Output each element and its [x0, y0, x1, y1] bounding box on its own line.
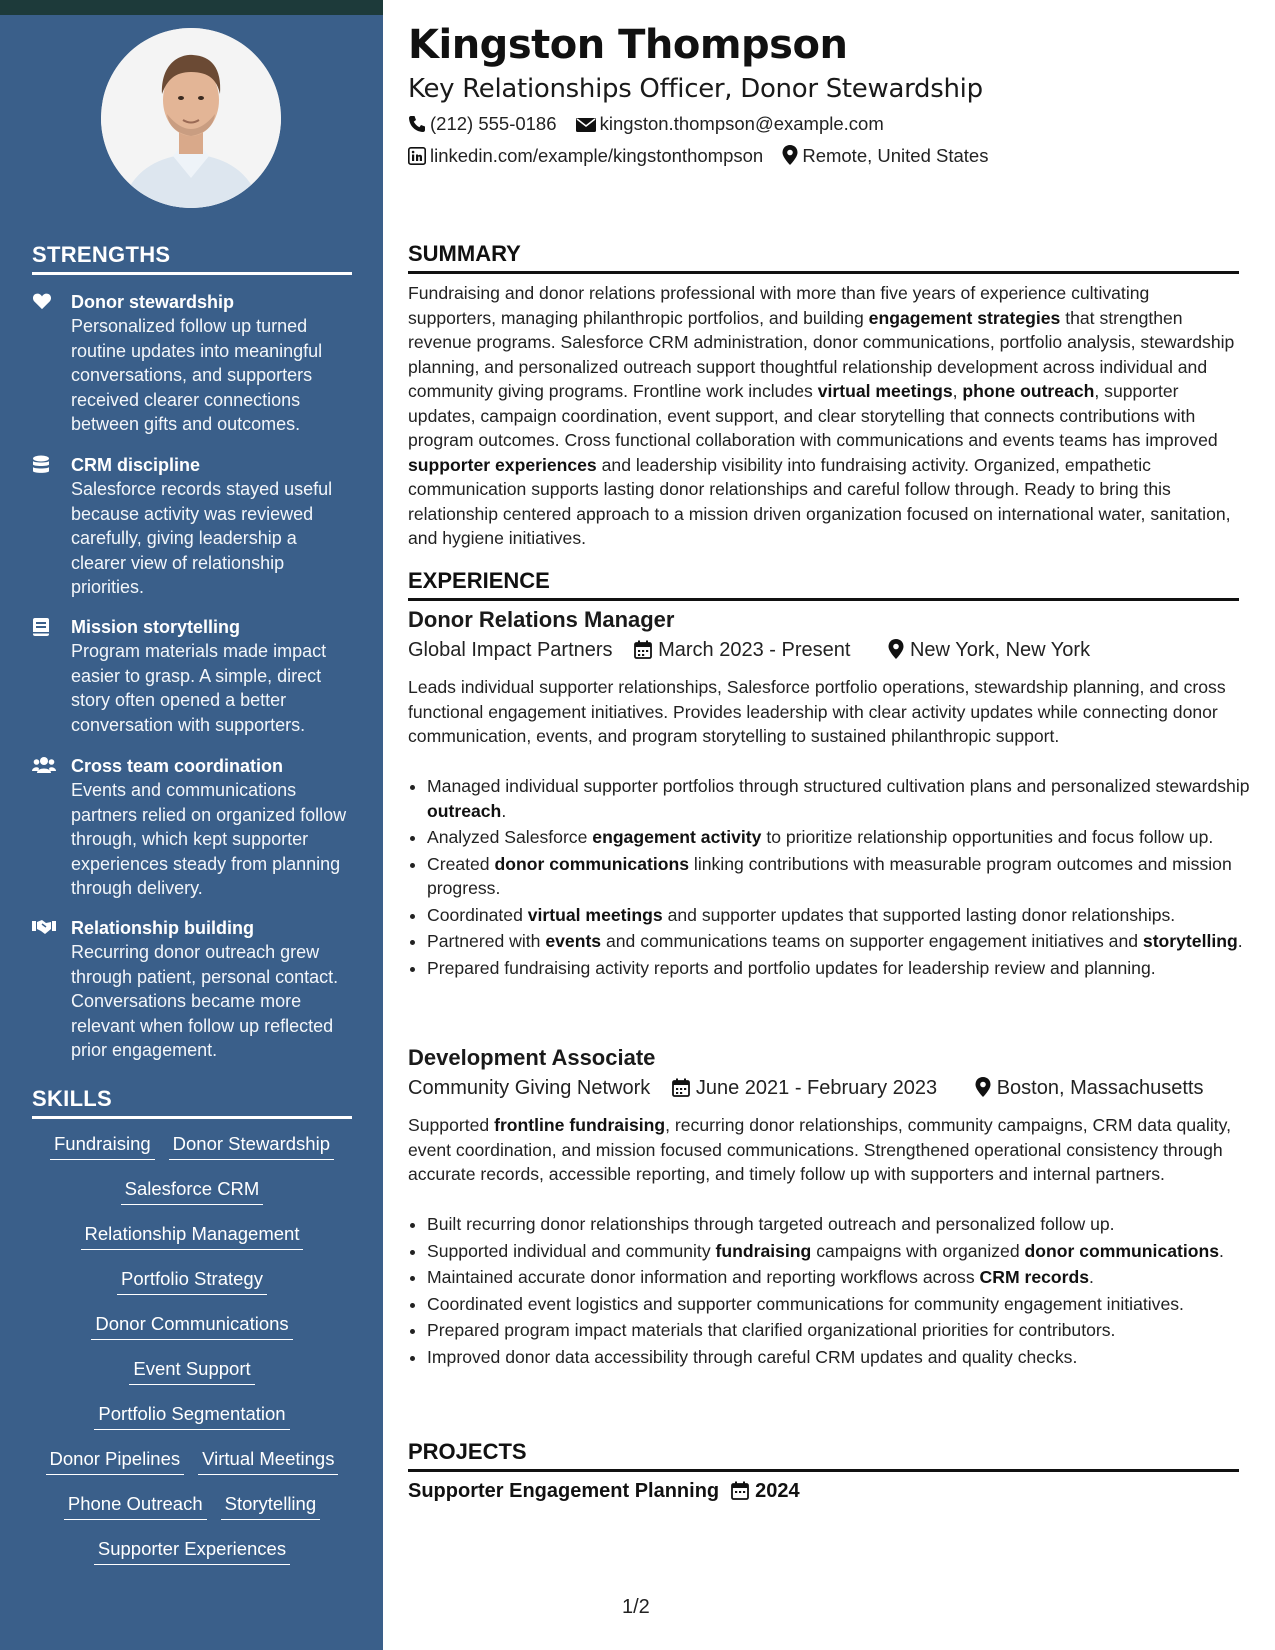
skill-tag: Phone Outreach [64, 1492, 207, 1520]
profile-photo [101, 28, 281, 208]
map-pin-icon [782, 145, 798, 165]
strength-item [32, 453, 352, 600]
top-accent-bar [0, 0, 383, 15]
bullet-item: • Analyzed Salesforce engagement activity to prioritize relationship opportunities and focus follow up. [427, 825, 1259, 850]
phone-text: (212) 555-0186 [430, 113, 557, 134]
strength-title: CRM discipline [71, 455, 201, 475]
skill-tag: Donor Stewardship [169, 1132, 334, 1160]
company-name: Global Impact Partners [408, 639, 613, 661]
bullet-item: • Improved donor data accessibility through careful CRM updates and quality checks. [427, 1345, 1259, 1370]
calendar-icon [672, 1078, 690, 1097]
phone-icon [408, 115, 426, 133]
experience-heading: EXPERIENCE [408, 568, 1239, 601]
job-description: Leads individual supporter relationships, Salesforce portfolio operations, stewardship planning, and cross functional engagement initiatives. Provides leadership with clear activity updates while connecting donor communication, events, and program storytelling to sustained philanthropic support. [408, 677, 1226, 746]
skill-tag: Donor Communications [91, 1312, 292, 1340]
map-pin-icon [888, 639, 904, 659]
skill-tag: Relationship Management [81, 1222, 304, 1250]
strength-desc: Personalized follow up turned routine updates into meaningful conversations, and supporters received clearer connections between gifts and outcomes. [71, 316, 323, 434]
email-text: kingston.thompson@example.com [599, 113, 884, 134]
skill-tag: Event Support [129, 1357, 254, 1385]
projects-heading: PROJECTS [408, 1439, 1239, 1472]
project-title: Supporter Engagement Planning [408, 1480, 720, 1502]
skill-tag: Virtual Meetings [198, 1447, 338, 1475]
linkedin-icon [408, 147, 426, 165]
strength-title: Cross team coordination [71, 756, 284, 776]
contact-row-2 [408, 145, 1002, 167]
job-dates: June 2021 - February 2023 [672, 1077, 953, 1100]
strength-item [32, 916, 352, 1063]
project-item [408, 1480, 800, 1503]
envelope-icon [576, 117, 596, 133]
job-title: Development Associate [408, 1045, 656, 1070]
skills-heading: SKILLS [32, 1086, 352, 1119]
calendar-icon [731, 1481, 749, 1500]
bullet-item: • Created donor communications linking contributions with measurable program outcomes and mission progress. [427, 852, 1259, 901]
bullet-item: • Prepared program impact materials that clarified organizational priorities for contributors. [427, 1318, 1259, 1343]
bullet-item: • Managed individual supporter portfolios through structured cultivation plans and personalized stewardship outreach. [427, 774, 1259, 823]
bullet-item: • Coordinated event logistics and supporter communications for community engagement initiatives. [427, 1292, 1259, 1317]
company-name: Community Giving Network [408, 1077, 651, 1099]
heart-icon [32, 292, 54, 312]
strength-title: Donor stewardship [71, 292, 235, 312]
calendar-icon [634, 640, 652, 659]
database-icon [32, 455, 54, 475]
linkedin-item [408, 145, 763, 167]
location-item [782, 145, 988, 167]
bullet-item: • Partnered with events and communications teams on supporter engagement initiatives and storytelling. [427, 929, 1259, 954]
skill-tag: Portfolio Segmentation [94, 1402, 289, 1430]
job-location: Boston, Massachusetts [975, 1077, 1220, 1100]
strength-item [32, 615, 352, 737]
location-text: Remote, United States [802, 145, 989, 166]
phone-item [408, 113, 557, 135]
strength-desc: Events and communications partners relied on organized follow through, which kept supporter experiences steady from planning through delivery. [71, 780, 347, 898]
strength-item [32, 754, 352, 901]
job-dates: March 2023 - Present [634, 639, 866, 662]
strength-title: Mission storytelling [71, 617, 241, 637]
summary-heading: SUMMARY [408, 241, 1239, 274]
job-bullets [408, 1212, 1259, 1371]
handshake-icon [32, 918, 54, 938]
skills-list [32, 1132, 352, 1582]
strength-desc: Salesforce records stayed useful because activity was reviewed carefully, giving leadership a clearer view of relationship priorities. [71, 479, 333, 597]
skill-tag: Portfolio Strategy [117, 1267, 267, 1295]
bullet-item: • Supported individual and community fundraising campaigns with organized donor communications. [427, 1239, 1259, 1264]
sidebar [0, 15, 383, 1650]
job-meta [408, 1077, 1235, 1100]
job-meta [408, 639, 1122, 662]
project-year: 2024 [755, 1480, 800, 1502]
map-pin-icon [975, 1077, 991, 1097]
skill-tag: Donor Pipelines [46, 1447, 185, 1475]
strength-item [32, 290, 352, 437]
job-bullets [408, 774, 1259, 982]
page-number: 1/2 [622, 1596, 650, 1618]
candidate-name: Kingston Thompson [408, 22, 848, 68]
book-icon [32, 617, 54, 637]
users-icon [32, 756, 54, 776]
bullet-item: • Built recurring donor relationships through targeted outreach and personalized follow up. [427, 1212, 1259, 1237]
linkedin-text: linkedin.com/example/kingstonthompson [430, 145, 764, 166]
strength-title: Relationship building [71, 918, 254, 938]
summary-text: Fundraising and donor relations professional with more than five years of experience cultivating supporters, managing philanthropic portfolios, and building engagement strategies that strengthen revenue programs. Salesforce CRM administration, donor communications, portfolio analysis, stewardship planning, and personalized outreach support thoughtful relationship development across individual and community giving programs. Frontline work includes virtual meetings, phone outreach, supporter updates, campaign coordination, event support, and clear storytelling that connects contributions with program outcomes. Cross functional collaboration with communications and events teams has improved supporter experiences and leadership visibility into fundraising activity. Organized, empathetic communication supports lasting donor relationships and careful follow through. Ready to bring this relationship centered approach to a mission driven organization focused on international water, sanitation, and hygiene initiatives. [408, 283, 1235, 548]
skill-tag: Supporter Experiences [94, 1537, 290, 1565]
strengths-heading: STRENGTHS [32, 242, 352, 275]
bullet-item: • Coordinated virtual meetings and supporter updates that supported lasting donor relationships. [427, 903, 1259, 928]
job-title: Donor Relations Manager [408, 607, 675, 632]
candidate-role: Key Relationships Officer, Donor Stewardship [408, 74, 983, 104]
strength-desc: Recurring donor outreach grew through patient, personal contact. Conversations became more relevant when follow up reflected prior engagement. [71, 942, 339, 1060]
contact-row-1 [408, 113, 898, 135]
job-location: New York, New York [888, 639, 1106, 662]
strength-desc: Program materials made impact easier to grasp. A simple, direct story often opened a better conversation with supporters. [71, 641, 327, 735]
bullet-item: • Prepared fundraising activity reports and portfolio updates for leadership review and planning. [427, 956, 1259, 981]
job-description: Supported frontline fundraising, recurring donor relationships, community campaigns, CRM data quality, event coordination, and mission focused communications. Strengthened operational consistency through accurate records, accessible reporting, and timely follow up with supporters and internal partners. [408, 1115, 1231, 1184]
email-item [576, 113, 884, 135]
bullet-item: • Maintained accurate donor information and reporting workflows across CRM records. [427, 1265, 1259, 1290]
skill-tag: Fundraising [50, 1132, 155, 1160]
skill-tag: Storytelling [221, 1492, 321, 1520]
skill-tag: Salesforce CRM [121, 1177, 264, 1205]
